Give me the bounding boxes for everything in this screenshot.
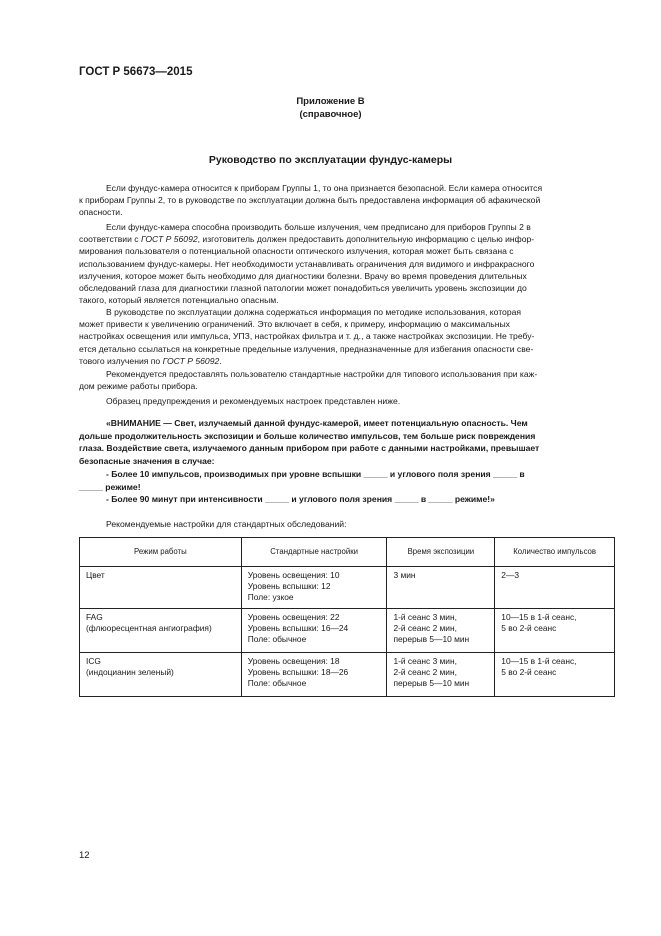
paragraph-line: ется детально ссылаться на конкретные предельные излучения, предназначенные для избегания опасности све- bbox=[79, 343, 534, 354]
paragraph-line: тового излучения по ГОСТ Р 56092. bbox=[79, 355, 222, 366]
cell-line: перерыв 5—10 мин bbox=[393, 677, 470, 688]
cell-line: (флюоресцентная ангиография) bbox=[86, 622, 212, 633]
cell-settings bbox=[241, 567, 387, 609]
paragraph-extra-radiation bbox=[79, 221, 615, 306]
cell-line: 2-й сеанс 2 мин, bbox=[393, 622, 457, 633]
paragraph-line: Если фундус-камера способна производить больше излучения, чем предписано для приборов Группы 2 в bbox=[106, 222, 531, 232]
paragraph-line: соответствии с ГОСТ Р 56092, изготовитель должен предоставить дополнительную информацию с целью инфор- bbox=[79, 234, 535, 245]
table-intro: Рекомендуемые настройки для стандартных обследований: bbox=[106, 519, 347, 529]
paragraph-line: может привести к увеличению ограничений. Это включает в себя, к примеру, информацию о максимальных bbox=[79, 319, 510, 330]
cell-line: 10—15 в 1-й сеанс, bbox=[501, 612, 577, 622]
cell-line: 10—15 в 1-й сеанс, bbox=[501, 656, 577, 666]
paragraph-line: такого, который является потенциально опасным. bbox=[79, 295, 279, 306]
cell-line: Поле: обычное bbox=[247, 633, 307, 644]
cell-line: перерыв 5—10 мин bbox=[393, 633, 470, 644]
appendix-heading bbox=[0, 95, 661, 121]
cell-line: 5 во 2-й сеанс bbox=[501, 666, 557, 677]
cell-exposure-time bbox=[387, 567, 495, 609]
column-header-exposure-time: Время экспозиции bbox=[387, 538, 495, 567]
warning-line: _____ режиме! bbox=[79, 481, 141, 492]
section-title: Руководство по эксплуатации фундус-камеры bbox=[208, 154, 453, 166]
cell-line: 1-й сеанс 3 мин, bbox=[393, 656, 457, 666]
table-row bbox=[80, 653, 615, 697]
paragraph-usage-method bbox=[79, 306, 615, 367]
cell-mode bbox=[80, 653, 242, 697]
cell-line: 2-й сеанс 2 мин, bbox=[393, 666, 457, 677]
cell-line: 3 мин bbox=[393, 570, 416, 580]
column-header-pulse-count: Количество импульсов bbox=[495, 538, 615, 567]
cell-line: Поле: узкое bbox=[247, 591, 294, 602]
settings-table bbox=[79, 537, 615, 697]
page-number: 12 bbox=[79, 850, 90, 861]
cell-line: ICG bbox=[86, 656, 101, 666]
column-header-mode: Режим работы bbox=[80, 538, 242, 567]
paragraph-line: использованием фундус-камеры. Нет необходимости устанавливать ограничения для видимого и инфракрасного bbox=[79, 258, 535, 269]
standard-reference: ГОСТ Р 56092 bbox=[140, 234, 198, 245]
cell-line: Уровень освещения: 18 bbox=[247, 656, 340, 666]
table-row bbox=[80, 609, 615, 653]
cell-pulse-count bbox=[495, 609, 615, 653]
column-header-settings: Стандартные настройки bbox=[241, 538, 387, 567]
warning-line: дольше продолжительность экспозиции и больше количество импульсов, тем больше риск повреждения bbox=[79, 430, 536, 441]
cell-exposure-time bbox=[387, 609, 495, 653]
cell-line: Уровень вспышки: 16—24 bbox=[247, 622, 349, 633]
paragraph-line: мирования пользователя о потенциальной опасности оптического излучения, которая может быть связана с bbox=[79, 246, 514, 257]
cell-pulse-count bbox=[495, 567, 615, 609]
cell-line: Уровень освещения: 10 bbox=[247, 570, 340, 580]
appendix-title: Приложение В bbox=[296, 96, 365, 107]
standard-reference: ГОСТ Р 56092 bbox=[162, 355, 220, 366]
warning-line: - Более 90 минут при интенсивности _____ и углового поля зрения _____ в _____ режиме!» bbox=[106, 494, 495, 505]
cell-line: Уровень освещения: 22 bbox=[247, 612, 340, 622]
warning-line: - Более 10 импульсов, производимых при уровне вспышки _____ и углового поля зрения _____ в bbox=[106, 468, 525, 479]
cell-line: 2—3 bbox=[501, 570, 519, 580]
paragraph-line: Образец предупреждения и рекомендуемых настроек представлен ниже. bbox=[106, 396, 401, 406]
paragraph-line: опасности. bbox=[79, 207, 123, 218]
cell-line: Поле: обычное bbox=[247, 677, 307, 688]
cell-mode bbox=[80, 567, 242, 609]
cell-settings bbox=[241, 653, 387, 697]
paragraph-line: В руководстве по эксплуатации должна содержаться информация по методике использования, которая bbox=[106, 307, 522, 317]
paragraph-sample bbox=[79, 395, 615, 407]
paragraph-line: Если фундус-камера относится к приборам Группы 1, то она признается безопасной. Если камера относится bbox=[106, 183, 543, 193]
paragraph-afakic bbox=[79, 182, 615, 219]
cell-line: Уровень вспышки: 12 bbox=[247, 580, 331, 591]
warning-line: глаза. Воздействие света, излучаемого данным прибором при работе с данными настройками, превышает bbox=[79, 443, 540, 454]
table-row bbox=[80, 567, 615, 609]
paragraph-line: Рекомендуется предоставлять пользователю стандартные настройки для типового использования при каж- bbox=[106, 369, 538, 379]
warning-block bbox=[79, 417, 615, 506]
paragraph-line: настройках освещения или импульса, УПЗ, настройках фильтра и т. д., а также настройках экспозиции. Не требу- bbox=[79, 331, 535, 342]
paragraph-line: излучения, которое может быть необходимо для диагностики болезни. Врачу во время проведения длительных bbox=[79, 270, 527, 281]
paragraph-line: обследований глаза для диагностики глазной патологии может понадобиться увеличить уровень экспозиции до bbox=[79, 283, 527, 294]
cell-exposure-time bbox=[387, 653, 495, 697]
cell-line: Цвет bbox=[86, 570, 105, 580]
cell-line: 1-й сеанс 3 мин, bbox=[393, 612, 457, 622]
cell-line: Уровень вспышки: 18—26 bbox=[247, 666, 349, 677]
table-header-row bbox=[80, 538, 615, 567]
cell-mode bbox=[80, 609, 242, 653]
cell-settings bbox=[241, 609, 387, 653]
appendix-subtitle: (справочное) bbox=[299, 109, 362, 120]
paragraph-recommendation bbox=[79, 368, 615, 392]
paragraph-line: дом режиме работы прибора. bbox=[79, 381, 198, 392]
cell-line: FAG bbox=[86, 612, 103, 622]
warning-line: безопасные значения в случае: bbox=[79, 456, 215, 467]
cell-line: (индоцианин зеленый) bbox=[86, 666, 174, 677]
cell-line: 5 во 2-й сеанс bbox=[501, 622, 557, 633]
document-id: ГОСТ Р 56673—2015 bbox=[79, 66, 193, 78]
paragraph-line: к приборам Группы 2, то в руководстве по эксплуатации должна быть предоставлена информация об афакической bbox=[79, 195, 541, 206]
warning-line: «ВНИМАНИЕ — Свет, излучаемый данной фундус-камерой, имеет потенциальную опасность. Чем bbox=[106, 418, 528, 428]
cell-pulse-count bbox=[495, 653, 615, 697]
